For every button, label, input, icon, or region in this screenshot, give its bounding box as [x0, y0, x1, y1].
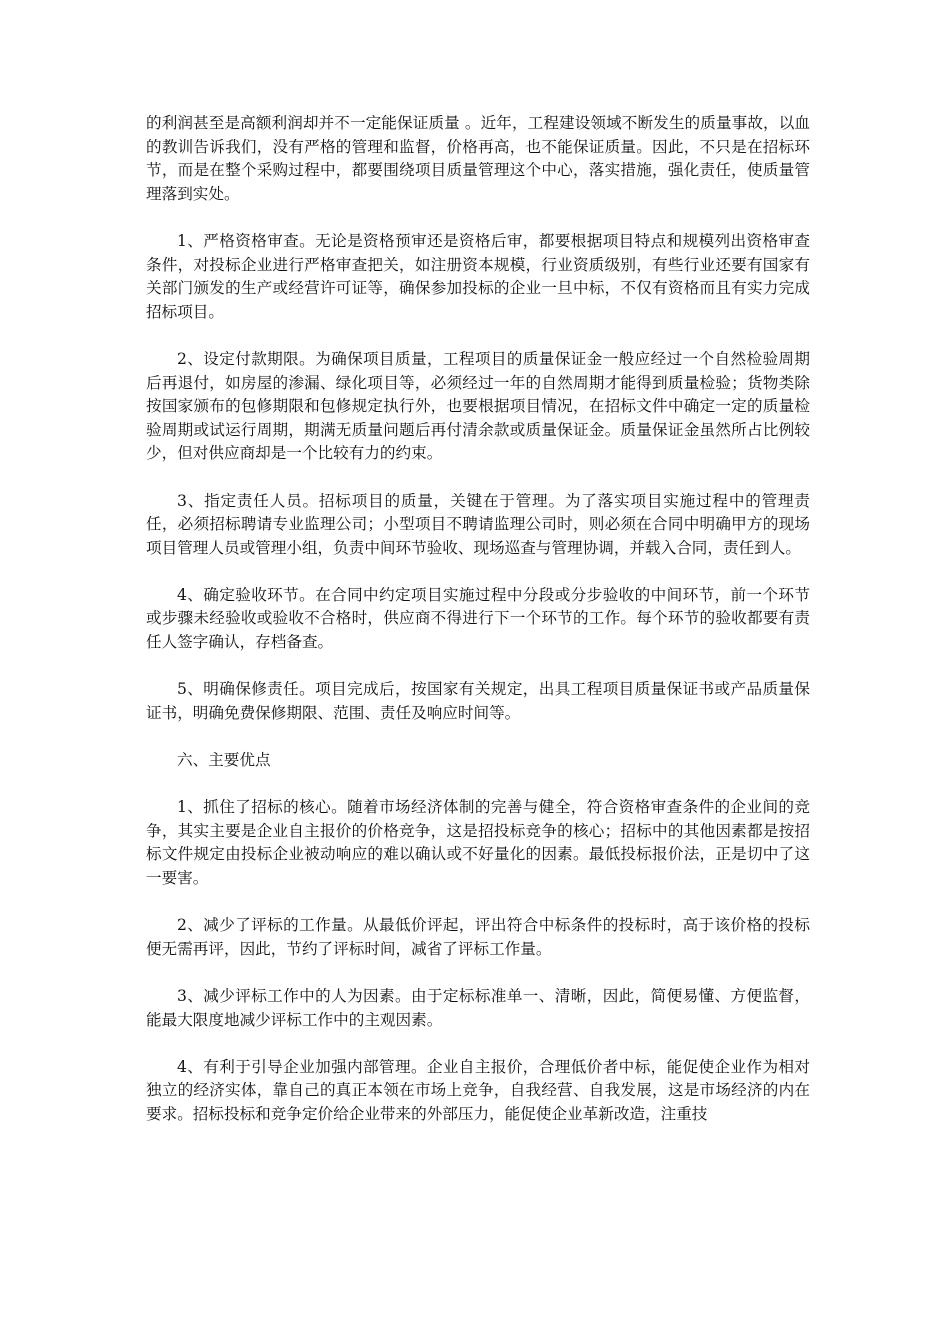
- paragraph-responsible-personnel: 3、指定责任人员。招标项目的质量，关键在于管理。为了落实项目实施过程中的管理责任，必须招标聘请专业监理公司；小型项目不聘请监理公司时，则必须在合同中明确甲方的现场项目管理人员或管理小组，负责中间环节验收、现场巡查与管理协调，并载入合同，责任到人。: [146, 491, 810, 557]
- paragraph-warranty-responsibility: 5、明确保修责任。项目完成后，按国家有关规定，出具工程项目质量保证书或产品质量保证书，明确免费保修期限、范围、责任及响应时间等。: [146, 680, 810, 722]
- paragraph-payment-term: 2、设定付款期限。为确保项目质量，工程项目的质量保证金一般应经过一个自然检验周期后再退付，如房屋的渗漏、绿化项目等，必须经过一年的自然周期才能得到质量检验；货物类除按国家颁布的包修期限和包修规定执行外，也要根据项目情况，在招标文件中确定一定的质量检验周期或试运行周期，期满无质量问题后再付清余款或质量保证金。质量保证金虽然所占比例较少，但对供应商却是一个比较有力的约束。: [146, 349, 810, 463]
- paragraph-intro: 的利润甚至是高额利润却并不一定能保证质量 。近年，工程建设领域不断发生的质量事故，以血的教训告诉我们，没有严格的管理和监督，价格再高，也不能保证质量。因此，不只是在招标环节，而是在整个采购过程中，都要围绕项目质量管理这个中心，落实措施，强化责任，使质量管理落到实处。: [146, 114, 810, 203]
- section-heading: 六、主要优点: [177, 751, 271, 770]
- paragraph-qualification-review: 1、严格资格审查。无论是资格预审还是资格后审，都要根据项目特点和规模列出资格审查条件，对投标企业进行严格审查把关，如注册资本规模，行业资质级别，有些行业还要有国家有关部门颁发的生产或经营许可证等，确保参加投标的企业一旦中标，不仅有资格而且有实力完成招标项目。: [146, 231, 810, 321]
- paragraph-advantage-core: 1、抓住了招标的核心。随着市场经济体制的完善与健全，符合资格审查条件的企业间的竞争，其实主要是企业自主报价的价格竞争，这是招投标竞争的核心；招标中的其他因素都是按招标文件规定由投标企业被动响应的难以确认或不好量化的因素。最低投标报价法，正是切中了这一要害。: [146, 798, 810, 887]
- paragraph-advantage-human-factor: 3、减少评标工作中的人为因素。由于定标标准单一、清晰，因此，简便易懂、方便监督，能最大限度地减少评标工作中的主观因素。: [146, 986, 810, 1029]
- paragraph-advantage-workload: 2、减少了评标的工作量。从最低价评起，评出符合中标条件的投标时，高于该价格的投标便无需再评，因此，节约了评标时间，减省了评标工作量。: [146, 916, 810, 958]
- document-body: [146, 112, 810, 1150]
- paragraph-advantage-management: 4、有利于引导企业加强内部管理。企业自主报价，合理低价者中标，能促使企业作为相对独立的经济实体，靠自己的真正本领在市场上竞争，自我经营、自我发展，这是市场经济的内在要求。招标投标和竞争定价给企业带来的外部压力，能促使企业革新改造，注重技: [146, 1057, 810, 1123]
- paragraph-acceptance-stage: 4、确定验收环节。在合同中约定项目实施过程中分段或分步验收的中间环节，前一个环节或步骤未经验收或验收不合格时，供应商不得进行下一个环节的工作。每个环节的验收都要有责任人签字确认，存档备查。: [146, 585, 810, 652]
